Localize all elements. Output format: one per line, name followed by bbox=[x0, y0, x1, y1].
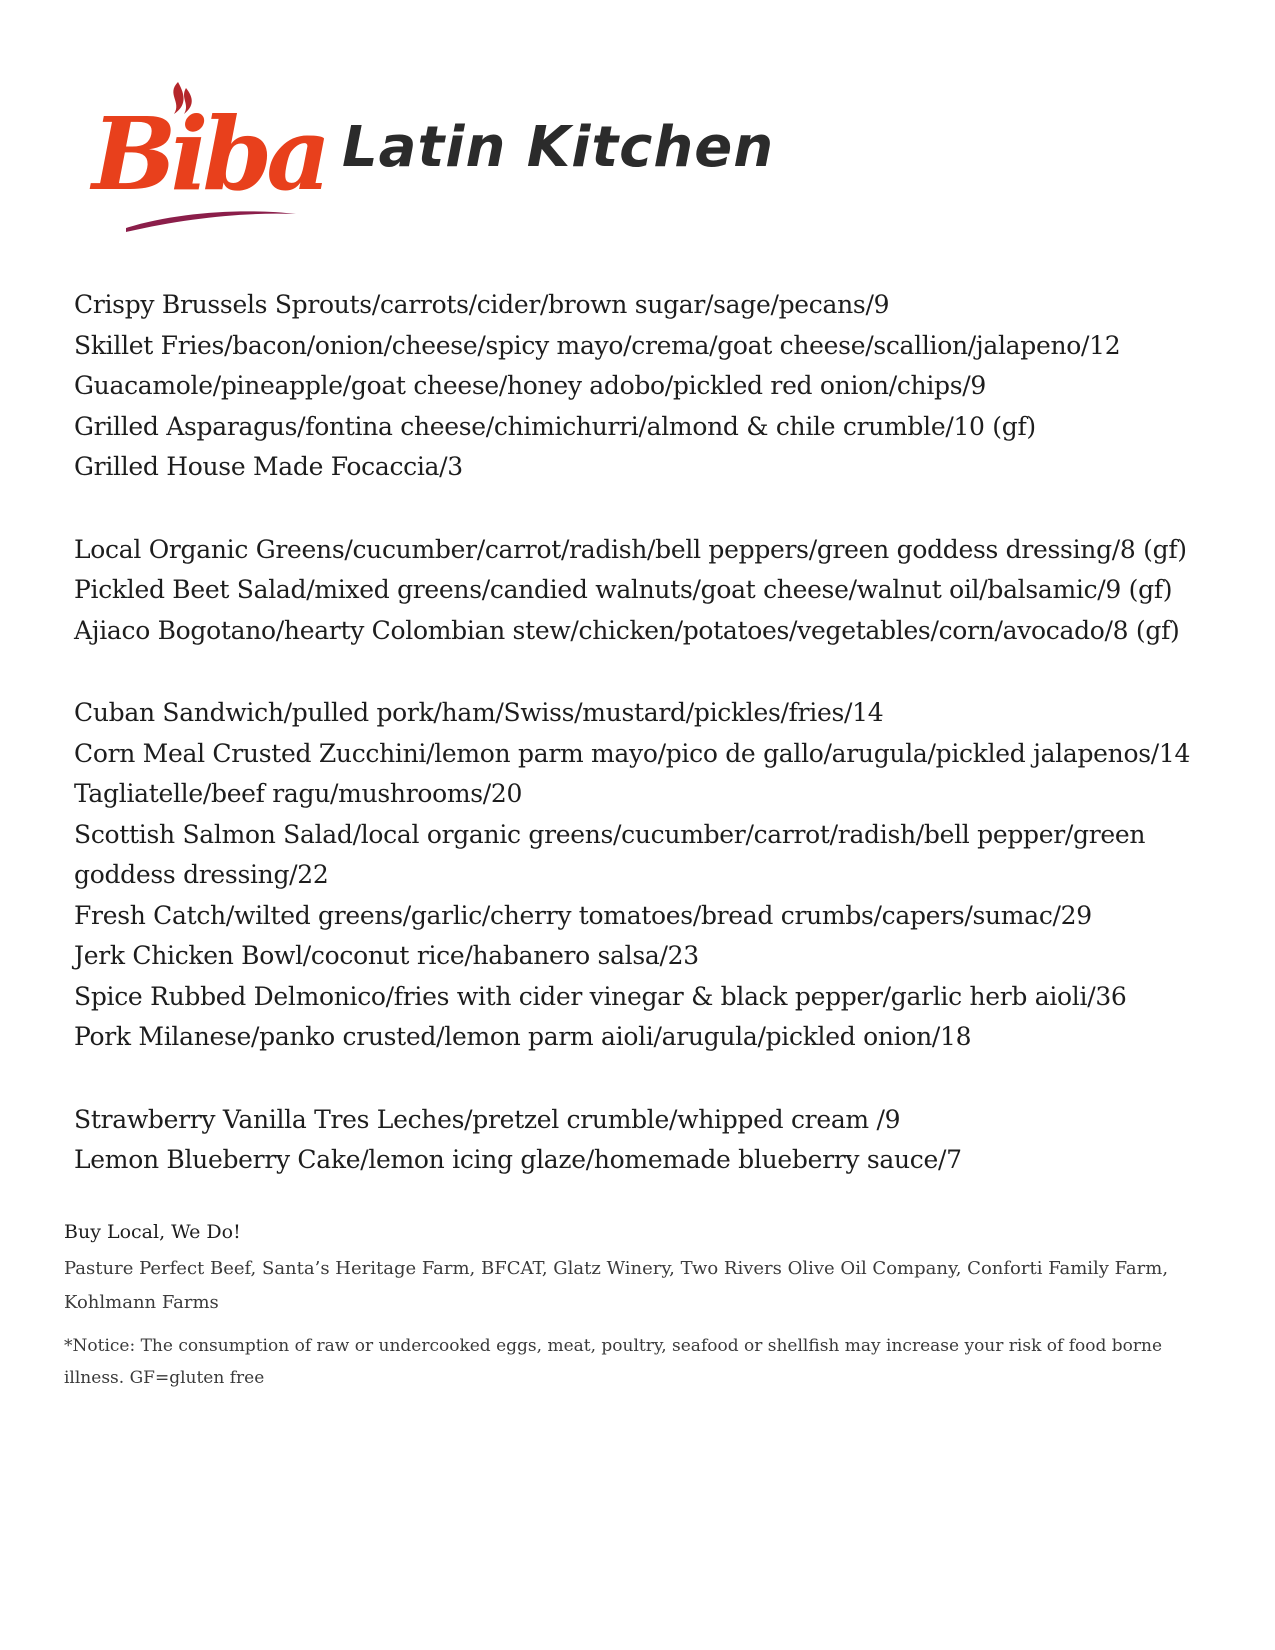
menu-item: Scottish Salmon Salad/local organic greens/cucumber/carrot/radish/bell pepper/green goddess dressing/22 bbox=[74, 819, 1146, 889]
menu-section-appetizers bbox=[74, 285, 1204, 488]
menu-section-desserts bbox=[74, 1100, 1204, 1181]
menu-section-entrees bbox=[74, 693, 1204, 1058]
menu-item: Guacamole/pineapple/goat cheese/honey adobo/pickled red onion/chips/9 bbox=[74, 371, 986, 400]
menu-item: Strawberry Vanilla Tres Leches/pretzel crumble/whipped cream /9 bbox=[74, 1104, 901, 1134]
menu-item: Lemon Blueberry Cake/lemon icing glaze/homemade blueberry sauce/7 bbox=[74, 1145, 962, 1174]
menu-item: Pickled Beet Salad/mixed greens/candied walnuts/goat cheese/walnut oil/balsamic/9 (gf) bbox=[74, 575, 1173, 604]
menu-item: Skillet Fries/bacon/onion/cheese/spicy mayo/crema/goat cheese/scallion/jalapeno/12 bbox=[74, 330, 1121, 360]
menu-item: Grilled House Made Focaccia/3 bbox=[74, 452, 463, 481]
menu-item: Fresh Catch/wilted greens/garlic/cherry tomatoes/bread crumbs/capers/sumac/29 bbox=[74, 900, 1092, 930]
local-farms-list: Pasture Perfect Beef, Santa’s Heritage Farm, BFCAT, Glatz Winery, Two Rivers Olive Oil Company, Conforti Family Farm, Kohlmann Farms bbox=[64, 1258, 1169, 1313]
menu-item: Cuban Sandwich/pulled pork/ham/Swiss/mustard/pickles/fries/14 bbox=[74, 698, 884, 727]
swoosh-icon bbox=[126, 211, 296, 232]
footer bbox=[64, 1218, 1204, 1394]
menu-item: Corn Meal Crusted Zucchini/lemon parm mayo/pico de gallo/arugula/pickled jalapenos/14 bbox=[74, 738, 1191, 768]
menu-item: Grilled Asparagus/fontina cheese/chimichurri/almond & chile crumble/10 (gf) bbox=[74, 411, 1036, 441]
menu-item: Pork Milanese/panko crusted/lemon parm aioli/arugula/pickled onion/18 bbox=[74, 1022, 972, 1051]
menu-item: Local Organic Greens/cucumber/carrot/radish/bell peppers/green goddess dressing/8 (gf) bbox=[74, 534, 1187, 564]
menu-item: Crispy Brussels Sprouts/carrots/cider/brown sugar/sage/pecans/9 bbox=[74, 290, 890, 319]
buy-local-heading: Buy Local, We Do! bbox=[64, 1221, 241, 1243]
menu-list bbox=[74, 285, 1204, 1223]
menu-item: Jerk Chicken Bowl/coconut rice/habanero salsa/23 bbox=[74, 941, 699, 970]
logo-wordmark: Biba bbox=[92, 95, 326, 213]
menu-item: Spice Rubbed Delmonico/fries with cider vinegar & black pepper/garlic herb aioli/36 bbox=[74, 981, 1127, 1011]
menu-section-salads bbox=[74, 530, 1204, 652]
restaurant-subtitle: Latin Kitchen bbox=[342, 115, 775, 180]
header bbox=[86, 80, 786, 240]
food-safety-notice: *Notice: The consumption of raw or undercooked eggs, meat, poultry, seafood or shellfish may increase your risk of food borne illness. GF=gluten free bbox=[64, 1336, 1163, 1388]
menu-item: Ajiaco Bogotano/hearty Colombian stew/chicken/potatoes/vegetables/corn/avocado/8 (gf) bbox=[74, 615, 1180, 645]
menu-item: Tagliatelle/beef ragu/mushrooms/20 bbox=[74, 779, 523, 808]
